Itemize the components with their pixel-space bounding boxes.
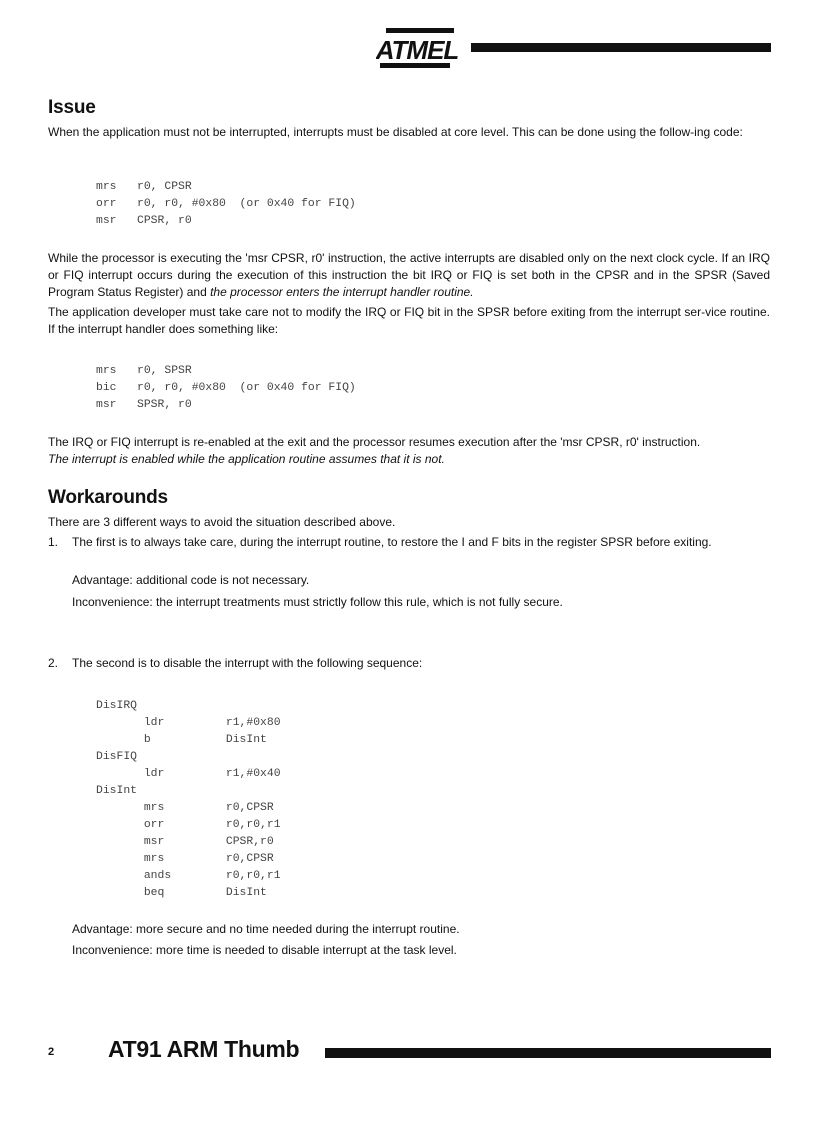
workarounds-heading: Workarounds [48,487,168,508]
issue-paragraph-4: The IRQ or FIQ interrupt is re-enabled at the exit and the processor resumes execution after the 'msr CPSR, r0' instruction. The interrupt is enabled while the application routine assumes that it is not. [48,435,701,466]
workaround-2-text: The second is to disable the interrupt with the following sequence: [72,656,423,670]
issue-paragraph-3: The application developer must take care not to modify the IRQ or FIQ bit in the SPSR before exiting from the interrupt ser-vice routine. If the interrupt handler does something like: [48,305,770,336]
footer-rule [325,1048,771,1058]
workaround-1-text: The first is to always take care, during the interrupt routine, to restore the I and F bits in the register SPSR before exiting. [72,535,712,549]
code-block-2: mrs r0, SPSR bic r0, r0, #0x80 (or 0x40 for FIQ) msr SPSR, r0 [96,365,356,411]
issue-paragraph-1: When the application must not be interrupted, interrupts must be disabled at core level. This can be done using the follow-ing code: [48,125,743,139]
code-block-3: DisIRQ ldr r1,#0x80 b DisInt DisFIQ ldr r1,#0x40 DisInt mrs r0,CPSR orr r0,r0,r1 msr CPSR,r0 mrs r0,CPSR ands r0,r0,r1 beq DisInt [96,700,281,899]
workaround-1-advantage: Advantage: additional code is not necessary. [72,573,310,587]
atmel-logo [376,26,458,70]
svg-text:ATMEL: ATMEL [376,35,458,65]
document-title: AT91 ARM Thumb [108,1036,300,1062]
issue-heading: Issue [48,97,96,118]
page-number: 2 [48,1046,55,1058]
workarounds-intro: There are 3 different ways to avoid the situation described above. [48,515,396,529]
code-block-1: mrs r0, CPSR orr r0, r0, #0x80 (or 0x40 for FIQ) msr CPSR, r0 [96,181,356,227]
workaround-1-inconvenience: Inconvenience: the interrupt treatments must strictly follow this rule, which is not fully secure. [72,595,563,609]
workaround-2-inconvenience: Inconvenience: more time is needed to disable interrupt at the task level. [72,943,457,957]
issue-paragraph-2: While the processor is executing the 'msr CPSR, r0' instruction, the active interrupts are disabled only on the next clock cycle. If an IRQ or FIQ interrupt occurs during the execution of this instruction the bit IRQ or FIQ is set both in the CPSR and in the SPSR (Saved Program Status Register) and the processor enters the interrupt handler routine. [48,251,770,299]
list-number-2: 2. [48,656,59,670]
list-number-1: 1. [48,535,59,549]
header-rule [471,43,771,52]
workaround-2-advantage: Advantage: more secure and no time needed during the interrupt routine. [72,922,460,936]
